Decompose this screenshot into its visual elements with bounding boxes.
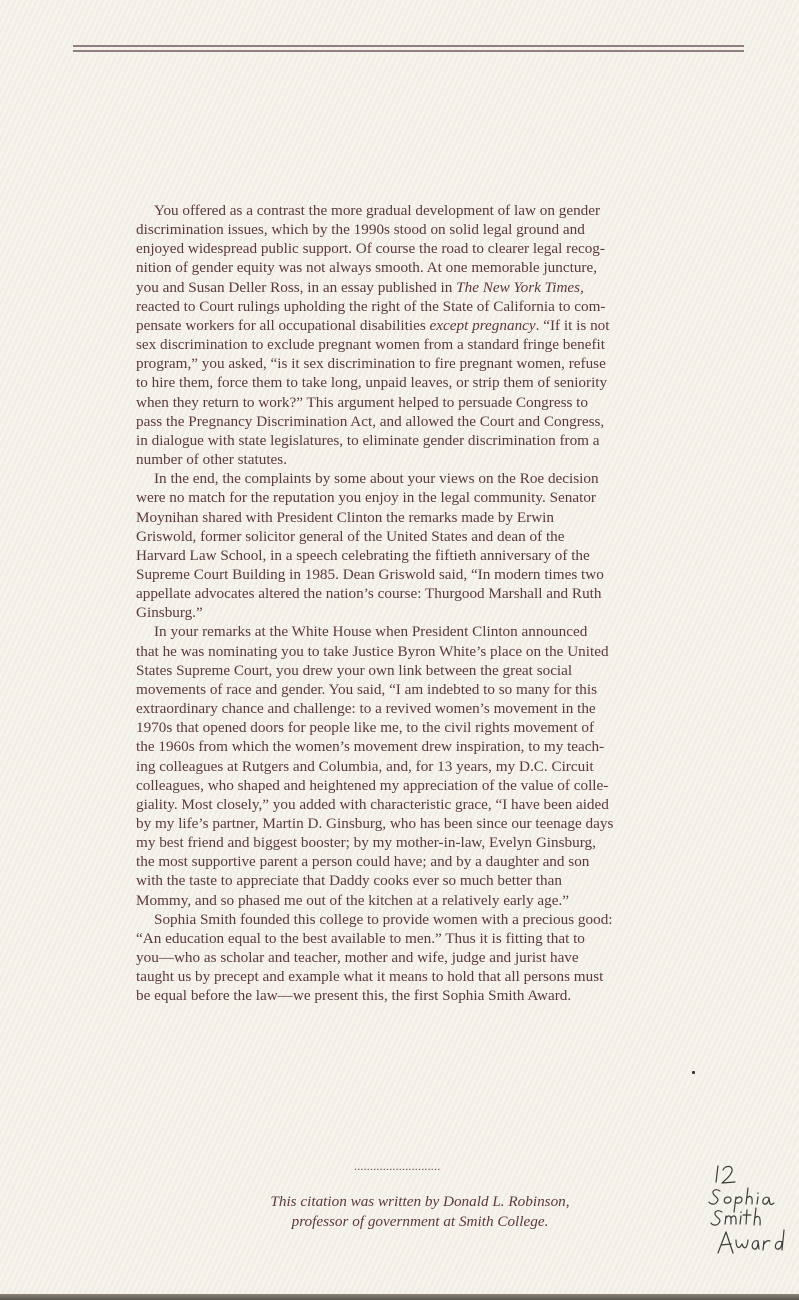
citation-body [136,201,670,1006]
italic-text: The New York Times, [456,278,584,296]
citation-credit [200,1192,640,1232]
text-line [136,986,670,1005]
text-line [136,891,670,910]
text-line [136,776,670,795]
text-segment: Griswold, former solicitor general of the United States and dean of the [136,527,565,545]
paragraph [136,469,670,622]
text-line [136,469,670,488]
text-segment: Supreme Court Building in 1985. Dean Griswold said, “In modern times two [136,565,604,583]
text-line [136,967,670,986]
text-segment: Moynihan shared with President Clinton the remarks made by Erwin [136,508,554,526]
text-line [136,852,670,871]
text-segment: that he was nominating you to take Justice Byron White’s place on the United [136,642,609,660]
text-segment: appellate advocates altered the nation’s course: Thurgood Marshall and Ruth [136,585,602,603]
text-segment: my best friend and biggest booster; by my mother-in-law, Evelyn Ginsburg, [136,834,596,852]
text-segment: were no match for the reputation you enjoy in the legal community. Senator [136,489,596,507]
text-segment: by my life’s partner, Martin D. Ginsburg, who has been since our teenage days [136,815,614,832]
text-line [136,565,670,584]
text-segment: Sophia Smith founded this college to provide women with a precious good: [154,910,613,928]
text-segment: you—who as scholar and teacher, mother and wife, judge and jurist have [136,949,579,967]
text-segment: discrimination issues, which by the 1990s stood on solid legal ground and [136,221,585,239]
text-segment: giality. Most closely,” you added with characteristic grace, “I have been aided [136,795,609,813]
text-line [136,316,670,335]
text-line [136,258,670,277]
text-segment: . “If it is not [535,316,610,334]
text-segment: Harvard Law School, in a speech celebrating the fiftieth anniversary of the [136,546,590,564]
text-segment: ing colleagues at Rutgers and Columbia, and, for 13 years, my D.C. Circuit [136,757,594,775]
text-segment: extraordinary chance and challenge: to a revived women’s movement in the [136,700,596,718]
text-segment: you and Susan Deller Ross, in an essay published in [136,278,457,296]
text-line [136,278,670,297]
text-line [136,220,670,239]
text-segment: movements of race and gender. You said, “I am indebted to so many for this [136,680,598,698]
text-line [136,201,670,220]
text-line [136,603,670,622]
text-segment: 1970s that opened doors for people like me, to the civil rights movement of [136,719,595,737]
text-line [136,431,670,450]
text-line [136,737,670,756]
text-segment: when they return to work?” This argument helped to persuade Congress to [136,393,588,411]
text-line [136,488,670,507]
text-line [136,795,670,814]
header-rule-bottom [73,50,744,52]
paragraph [136,910,670,1006]
text-segment: the most supportive parent a person could have; and by a daughter and son [136,853,590,871]
text-line [136,929,670,948]
text-line [136,373,670,392]
text-line [136,948,670,967]
header-rule-top [73,45,744,47]
text-segment: In the end, the complaints by some about your views on the Roe decision [154,470,599,488]
text-segment: Ginsburg.” [136,604,203,622]
text-segment: program,” you asked, “is it sex discrimination to fire pregnant women, refuse [136,355,606,373]
text-line [136,833,670,852]
text-line [136,508,670,527]
handwritten-note [706,1160,798,1260]
text-segment: with the taste to appreciate that Daddy cooks ever so much better than [136,872,562,890]
text-line [136,871,670,890]
text-segment: You offered as a contrast the more gradual development of law on gender [154,202,601,219]
text-segment: pensate workers for all occupational disabilities [136,316,430,334]
text-line [136,393,670,412]
text-line [136,718,670,737]
text-line [136,910,670,929]
separator-dots: ........................... [354,1159,441,1173]
italic-text: except pregnancy [429,316,536,334]
text-line [136,335,670,354]
text-line [136,412,670,431]
text-segment: to hire them, force them to take long, unpaid leaves, or strip them of seniority [136,374,608,392]
text-segment: nition of gender equity was not always smooth. At one memorable juncture, [136,259,598,277]
text-line [136,239,670,258]
text-segment: pass the Pregnancy Discrimination Act, and allowed the Court and Congress, [136,412,605,430]
text-segment: be equal before the law—we present this, the first Sophia Smith Award. [136,987,572,1005]
credit-line-2: professor of government at Smith College. [291,1213,549,1230]
text-segment: In your remarks at the White House when President Clinton announced [154,623,588,641]
text-segment: “An education equal to the best available to men.” Thus it is fitting that to [136,929,585,947]
text-line [136,680,670,699]
text-line [136,661,670,680]
text-line [136,584,670,603]
text-line [136,622,670,641]
text-line [136,642,670,661]
text-line [136,546,670,565]
text-line [136,527,670,546]
text-segment: in dialogue with state legislatures, to eliminate gender discrimination from a [136,431,600,449]
text-line [136,297,670,316]
text-segment: colleagues, who shaped and heightened my appreciation of the value of colle- [136,776,609,794]
text-segment: reacted to Court rulings upholding the right of the State of California to com- [136,297,606,315]
text-segment: enjoyed widespread public support. Of course the road to clearer legal recog- [136,240,605,258]
text-line [136,757,670,776]
text-segment: Mommy, and so phased me out of the kitchen at a relatively early age.” [136,891,569,909]
ink-speck [692,1071,695,1074]
text-segment: taught us by precept and example what it means to hold that all persons must [136,968,604,986]
text-segment: number of other statutes. [136,451,287,469]
page-bottom-edge [0,1294,799,1300]
text-line [136,450,670,469]
text-line [136,354,670,373]
text-segment: States Supreme Court, you drew your own link between the great social [136,661,573,679]
text-segment: the 1960s from which the women’s movement drew inspiration, to my teach- [136,738,605,756]
text-segment: sex discrimination to exclude pregnant women from a standard fringe benefit [136,336,605,354]
text-line [136,699,670,718]
paragraph [136,201,670,469]
text-line [136,814,670,833]
paragraph [136,622,670,909]
credit-line-1: This citation was written by Donald L. Robinson, [270,1193,570,1210]
